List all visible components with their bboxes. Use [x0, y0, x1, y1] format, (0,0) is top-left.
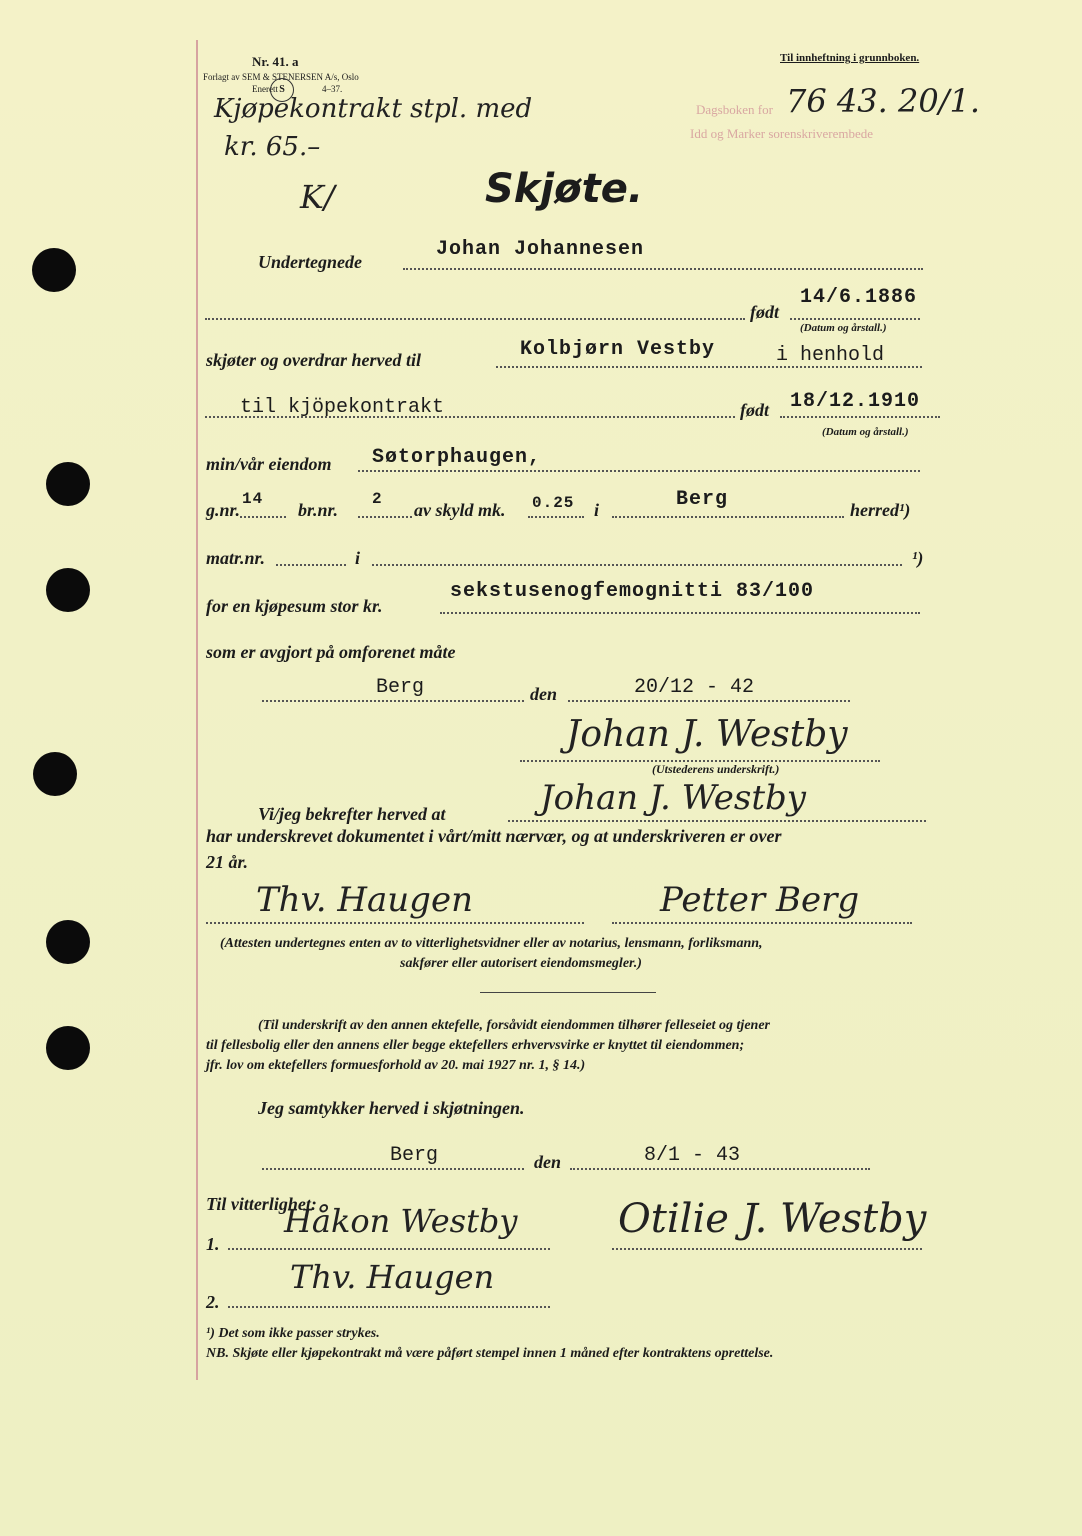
spouse-note-2: til fellesbolig eller den annens eller begge ektefellers erhvervsvirke er knyttet til eiendommen; [206, 1038, 745, 1053]
dotted-line [262, 700, 524, 702]
herred-label: herred¹) [850, 500, 911, 520]
bnr-value: 2 [372, 490, 383, 508]
attest-note-2: sakfører eller autorisert eiendomsmegler.) [400, 956, 642, 971]
den-label-2: den [534, 1152, 561, 1172]
issuer-caption: (Utstederens underskrift.) [652, 762, 780, 776]
dotted-line [508, 820, 926, 822]
seller-label: Undertegnede [258, 252, 362, 272]
dotted-line [403, 268, 923, 270]
dotted-line [372, 564, 902, 566]
exclusive-rights: Enerett [252, 84, 278, 94]
property-label: min/vår eiendom [206, 454, 332, 474]
punch-hole [46, 920, 90, 964]
spouse-note-3: jfr. lov om ektefellers formuesforhold av 20. mai 1927 nr. 1, § 14.) [206, 1058, 586, 1073]
i-label: i [594, 500, 600, 520]
buyer-birth-date: 18/12.1910 [790, 390, 921, 413]
confirmed-signature: Johan J. Westby [540, 778, 806, 818]
herred-value: Berg [676, 488, 729, 511]
transfer-suffix: i henhold [776, 344, 885, 367]
seller-signature: Johan J. Westby [566, 714, 848, 755]
handwritten-note-2: kr. 65.– [224, 132, 321, 162]
stamp-line-1: Dagsboken for [696, 102, 773, 117]
seller-name: Johan Johannesen [436, 238, 645, 261]
skyld-value: 0.25 [532, 494, 575, 512]
dotted-line [780, 416, 940, 418]
matr-label: matr.nr. [206, 548, 266, 568]
punch-hole [32, 248, 76, 292]
dotted-line [358, 470, 920, 472]
matr-footnote-ref: ¹) [912, 548, 924, 568]
vitterlighet-label: Til vitterlighet: [206, 1194, 317, 1214]
stamp-line-2: Idd og Marker sorenskriverembede [690, 126, 874, 141]
dotted-line [570, 1168, 870, 1170]
matr-i-label: i [355, 548, 361, 568]
dotted-line [262, 1168, 524, 1170]
binding-note: Til innheftning i grunnboken. [780, 52, 920, 64]
date-caption-2: (Datum og årstall.) [822, 426, 909, 438]
dotted-line [568, 700, 850, 702]
dotted-line [205, 318, 745, 320]
seller-birth-date: 14/6.1886 [800, 286, 918, 309]
confirm-line-2: har underskrevet dokumentet i vårt/mitt nærvær, og at underskriveren er over [206, 826, 782, 846]
price-label: for en kjøpesum stor kr. [206, 596, 383, 616]
dotted-line [612, 922, 912, 924]
settled-text: som er avgjort på omforenet måte [206, 642, 456, 662]
witness-signature-2: Petter Berg [660, 880, 860, 920]
punch-hole [46, 462, 90, 506]
dotted-line [206, 922, 584, 924]
publisher: Forlagt av SEM & STENERSEN A/s, Oslo [203, 72, 359, 82]
witness-signature-1: Thv. Haugen [256, 880, 473, 920]
transfer-label: skjøter og overdrar herved til [206, 350, 421, 370]
margin-rule [196, 40, 198, 1380]
price-value: sekstusenogfemognitti 83/100 [450, 580, 815, 603]
dotted-line [790, 318, 920, 320]
gnr-label: g.nr. [206, 500, 241, 520]
dotted-line [228, 1306, 550, 1308]
bnr-label: br.nr. [298, 500, 339, 520]
divider [480, 992, 656, 993]
date-2: 8/1 - 43 [644, 1144, 741, 1167]
handwritten-mark: K/ [300, 178, 335, 216]
den-label-1: den [530, 684, 557, 704]
confirm-line-1: Vi/jeg bekrefter herved at [258, 804, 446, 824]
punch-hole [46, 1026, 90, 1070]
vitterlighet-signature-1: Håkon Westby [284, 1202, 518, 1240]
dotted-line [528, 516, 584, 518]
publisher-logo-icon: S [270, 78, 294, 102]
footnote-1: ¹) Det som ikke passer strykes. [206, 1326, 380, 1341]
spouse-signature: Otilie J. Westby [618, 1196, 927, 1242]
skyld-label: av skyld mk. [414, 500, 506, 520]
dotted-line [612, 1248, 922, 1250]
attest-note-1: (Attesten undertegnes enten av to vitterlighetsvidner eller av notarius, lensmann, forliksmann, [220, 936, 763, 951]
dotted-line [240, 516, 286, 518]
born-label-2: født [740, 400, 769, 420]
punch-hole [33, 752, 77, 796]
buyer-name: Kolbjørn Vestby [520, 338, 716, 361]
vitterlighet-signature-2: Thv. Haugen [290, 1258, 495, 1296]
contract-reference: til kjöpekontrakt [240, 396, 445, 419]
handwritten-reference: 76 43. 20/1. [786, 82, 980, 120]
spouse-note-1: (Til underskrift av den annen ektefelle, forsåvidt eiendommen tilhører felleseiet og tjener [258, 1018, 770, 1033]
dotted-line [276, 564, 346, 566]
dotted-line [440, 612, 920, 614]
gnr-value: 14 [242, 490, 264, 508]
consent-text: Jeg samtykker herved i skjøtningen. [258, 1098, 525, 1118]
witness-number-2: 2. [206, 1292, 220, 1312]
dotted-line [205, 416, 735, 418]
property-name: Søtorphaugen, [372, 446, 542, 469]
place-1: Berg [376, 676, 425, 699]
footnote-2: NB. Skjøte eller kjøpekontrakt må være påført stempel innen 1 måned efter kontraktens oprettelse. [206, 1346, 774, 1361]
dotted-line [358, 516, 412, 518]
dotted-line [228, 1248, 550, 1250]
punch-hole [46, 568, 90, 612]
confirm-line-3: 21 år. [206, 852, 249, 872]
dotted-line [612, 516, 844, 518]
born-label-1: født [750, 302, 779, 322]
date-1: 20/12 - 42 [634, 676, 755, 699]
form-number: Nr. 41. a [252, 54, 299, 69]
date-caption-1: (Datum og årstall.) [800, 322, 887, 334]
document-title: Skjøte. [485, 166, 644, 212]
edition: 4–37. [322, 84, 343, 94]
witness-number-1: 1. [206, 1234, 220, 1254]
handwritten-note-1: Kjøpekontrakt stpl. med [214, 94, 533, 124]
place-2: Berg [390, 1144, 439, 1167]
